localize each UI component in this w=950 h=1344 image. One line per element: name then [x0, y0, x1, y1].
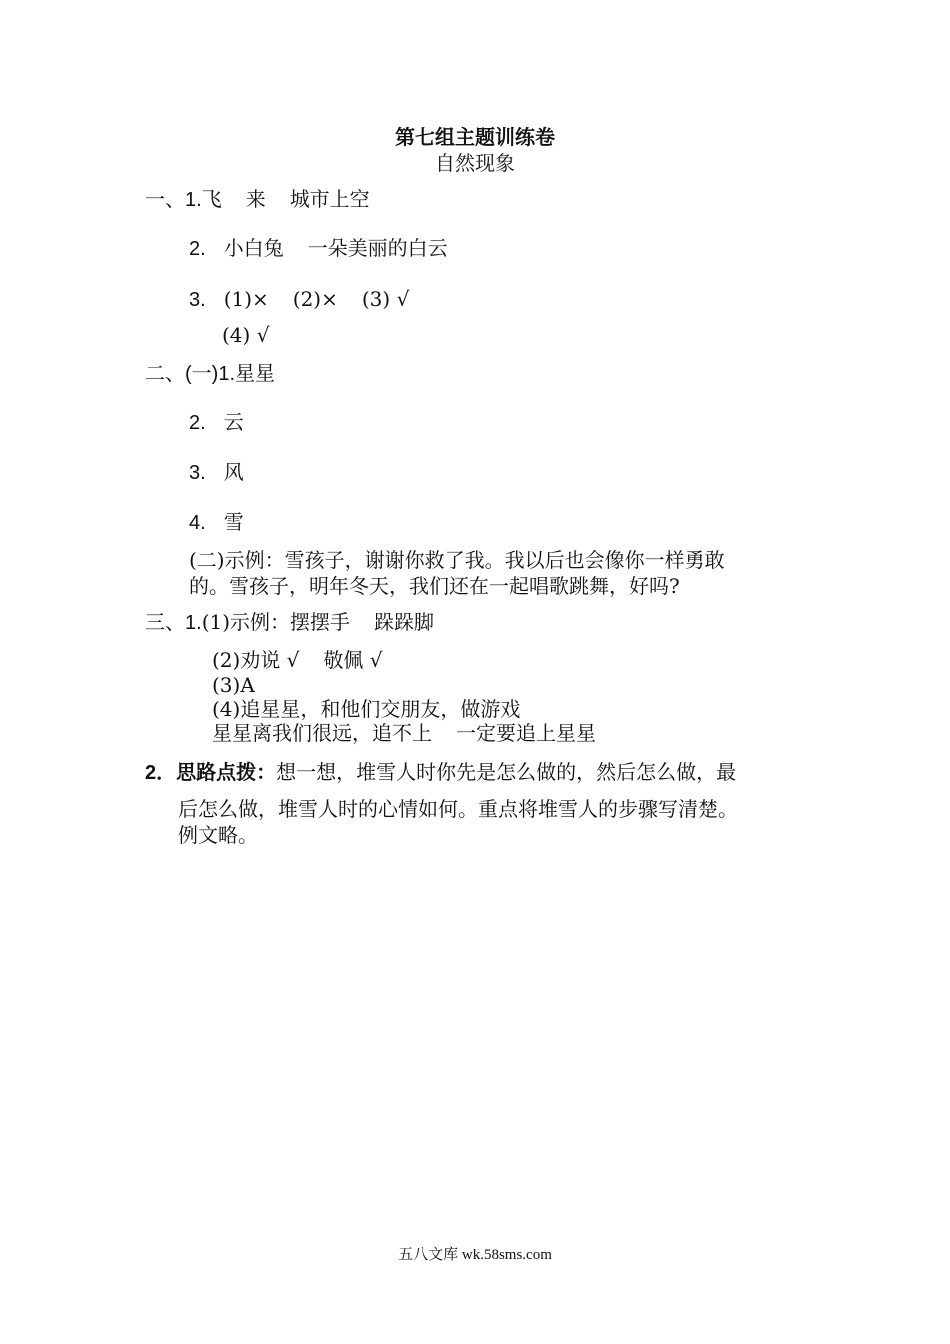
part2-q1 — [145, 361, 275, 386]
part1-q3-num: 3. — [189, 289, 206, 311]
part2-q3 — [189, 460, 244, 485]
part1-q2 — [189, 236, 448, 261]
part1-q1-b: 来 — [245, 187, 266, 211]
page-title: 第七组主题训练卷 — [395, 125, 555, 149]
part2-sub2-line2: 的。雪孩子，明年冬天，我们还在一起唱歌跳舞，好吗? — [189, 574, 680, 598]
part1-q1-c: 城市上空 — [289, 187, 370, 211]
part1-q3-b: (2)× — [292, 287, 338, 311]
part3-q1-2-a: (2)劝说 √ — [212, 648, 300, 672]
part3-q1-5-a: 星星离我们很远，追不上 — [212, 721, 432, 745]
part2-q1-text: 星星 — [235, 361, 275, 385]
part3-q2-line2: 后怎么做，堆雪人时的心情如何。重点将堆雪人的步骤写清楚。 — [178, 797, 738, 821]
footer-watermark: 五八文库 wk.58sms.com — [398, 1247, 552, 1263]
part1-q3-d: (4) √ — [222, 323, 270, 347]
part2-q4-text: 雪 — [223, 510, 244, 534]
part1-q1 — [145, 187, 370, 212]
part2-q4-num: 4. — [189, 512, 206, 534]
part2-q2-text: 云 — [223, 410, 244, 434]
part3-q2-label: 思路点拨： — [176, 760, 277, 784]
part2-q4 — [189, 510, 244, 535]
part3-q2-num: 2． — [145, 762, 177, 784]
part1-q2-a: 小白兔 — [223, 236, 284, 260]
part2-q3-text: 风 — [223, 460, 244, 484]
part1-q3-a: (1)× — [223, 287, 269, 311]
part3-q1-1-b: 跺跺脚 — [374, 610, 435, 634]
part1-q2-b: 一朵美丽的白云 — [307, 236, 448, 260]
part3-q2-line1 — [145, 760, 736, 785]
part3-q1-2 — [212, 648, 383, 672]
page-subtitle: 自然现象 — [435, 151, 515, 175]
part2-q2-num: 2. — [189, 412, 206, 434]
part2-q2 — [189, 410, 244, 435]
part3-q1-3: (3)A — [212, 673, 255, 697]
part3-q1-1 — [145, 610, 434, 635]
part2-q3-num: 3. — [189, 462, 206, 484]
part1-q1-a: 飞 — [201, 187, 222, 211]
part1-q2-num: 2. — [189, 238, 206, 260]
part3-q1-2-b: 敬佩 √ — [323, 648, 383, 672]
part2-sub2-line1: (二)示例：雪孩子，谢谢你救了我。我以后也会像你一样勇敢 — [189, 548, 725, 572]
part3-q2-line3: 例文略。 — [178, 823, 258, 847]
part3-q1-1-a: (1)示例：摆摆手 — [201, 610, 351, 634]
part3-q1-5-b: 一定要追上星星 — [456, 721, 596, 745]
part1-q3 — [189, 287, 409, 312]
part2-marker: 二、(一)1. — [145, 363, 235, 385]
part1-marker: 一、1. — [145, 189, 202, 211]
part3-q1-5 — [212, 721, 596, 745]
part3-q1-4: (4)追星星，和他们交朋友，做游戏 — [212, 697, 521, 721]
part3-q2-line1-text: 想一想，堆雪人时你先是怎么做的，然后怎么做，最 — [276, 760, 737, 784]
part3-marker: 三、1. — [145, 612, 202, 634]
part1-q3-c: (3) √ — [361, 287, 410, 311]
